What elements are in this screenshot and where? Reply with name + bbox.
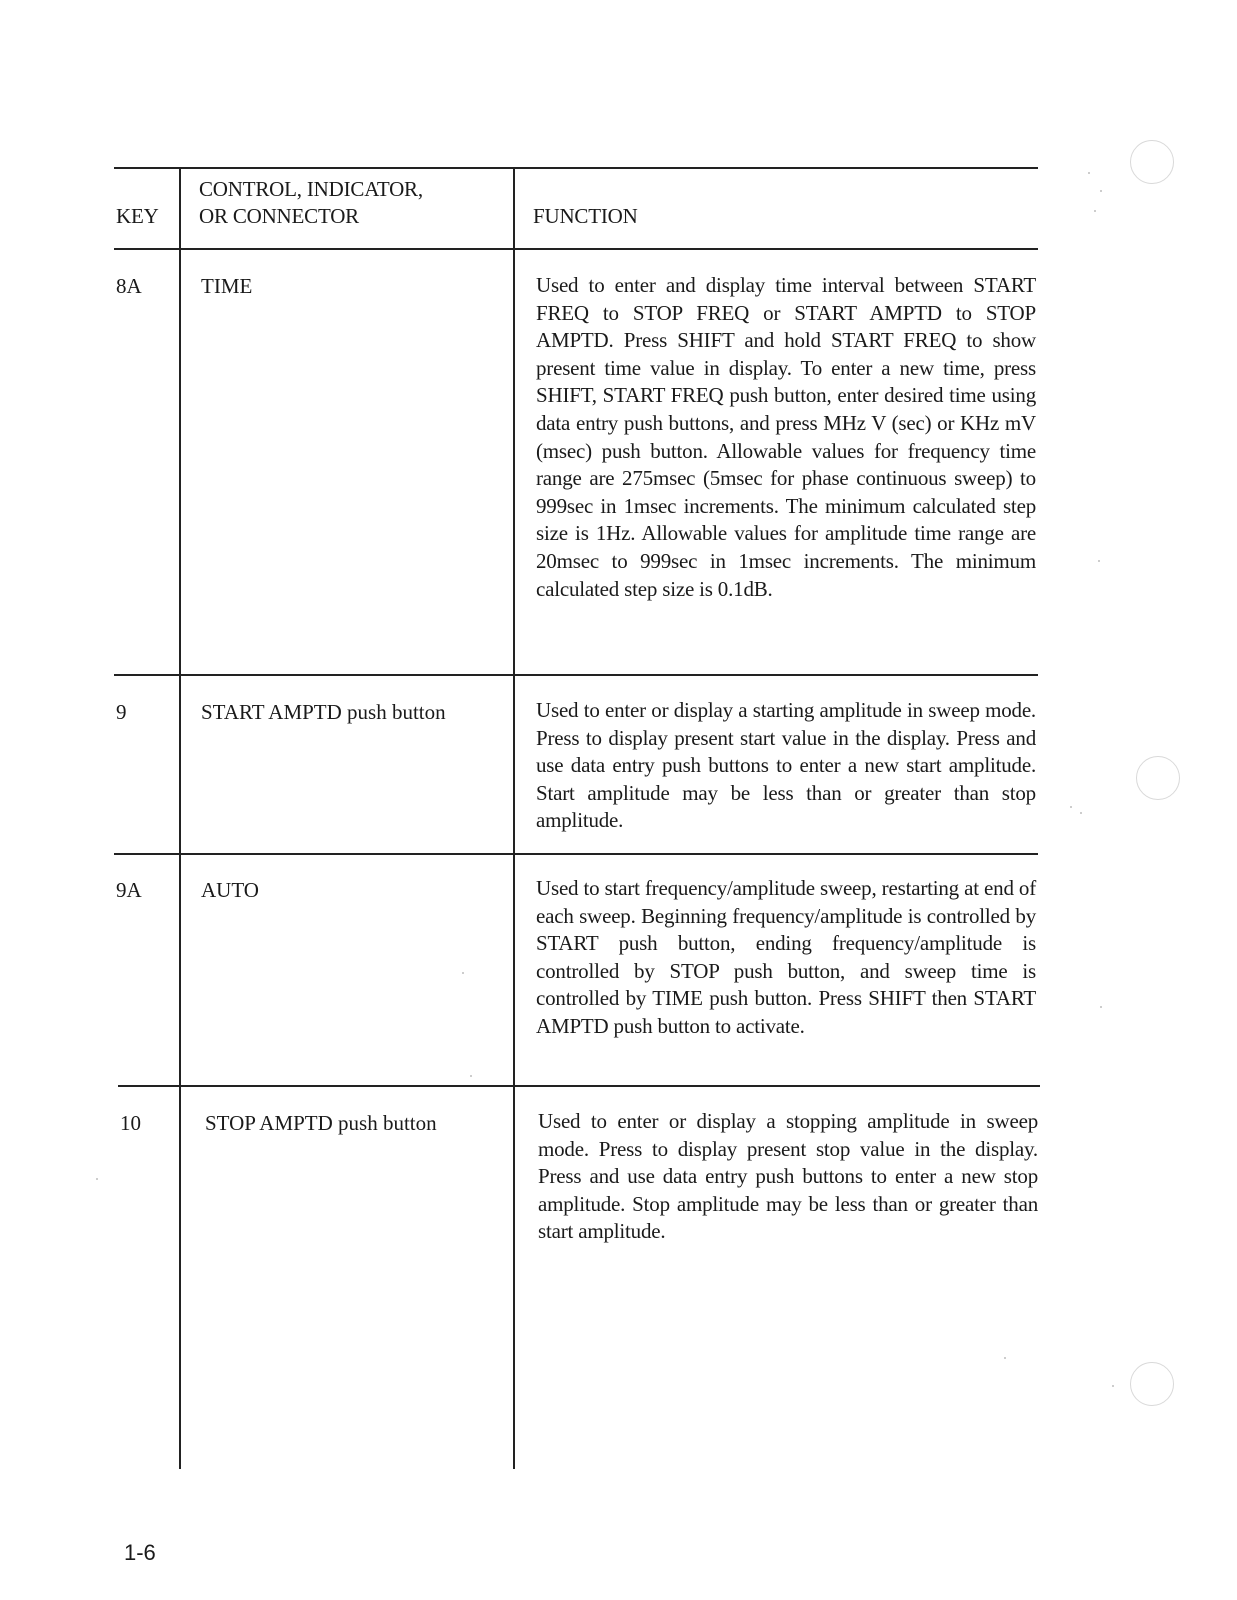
row-key: 9A: [116, 878, 142, 902]
scan-speck: [1070, 806, 1072, 808]
row-function: Used to enter or display a stopping amplitude in sweep mode. Press to display present stop value in the display. Press and use data entry push buttons to enter a new stop amplitude. Stop amplitude may be less than or greater than start amplitude.: [538, 1109, 1038, 1244]
header-function: FUNCTION: [533, 204, 638, 228]
row-rule-1: [114, 674, 1038, 676]
scan-speck: [1100, 1006, 1102, 1008]
header-control-line1: CONTROL, INDICATOR,: [199, 177, 423, 201]
scan-speck: [470, 1075, 472, 1077]
row-rule-2: [114, 853, 1038, 855]
row-function: Used to enter and display time interval between START FREQ to STOP FREQ or START AMPTD to STOP AMPTD. Press SHIFT and hold START FREQ to show present time value in display. To enter a new time, press SHIFT, START FREQ push button, enter desired time using data entry push buttons, and press MHz V (sec) or KHz mV (msec) push button. Allowable values for frequency time range are 275msec (5msec for phase continuous sweep) to 999sec in 1msec increments. The minimum calculated step size is 1Hz. Allowable values for amplitude time range are 20msec to 999sec in 1msec increments. The minimum calculated step size is 0.1dB.: [536, 273, 1036, 601]
column-divider-1: [179, 167, 181, 1469]
row-function: Used to start frequency/amplitude sweep, restarting at end of each sweep. Beginning frequency/amplitude is controlled by START push button, ending frequency/amplitude is controlled by STOP push button, and sweep time is controlled by TIME push button. Press SHIFT then START AMPTD push button to activate.: [536, 876, 1036, 1038]
row-key: 10: [120, 1111, 141, 1135]
scan-speck: [462, 972, 464, 974]
scan-speck: [1098, 560, 1100, 562]
punch-hole-mark: [1130, 140, 1174, 184]
row-key: 8A: [116, 274, 142, 298]
punch-hole-mark: [1130, 1362, 1174, 1406]
row-control: AUTO: [201, 878, 259, 902]
scan-speck: [96, 1178, 98, 1180]
column-divider-2: [513, 167, 515, 1469]
row-control: START AMPTD push button: [201, 700, 446, 724]
row-control: STOP AMPTD push button: [205, 1111, 437, 1135]
header-control-line2: OR CONNECTOR: [199, 204, 359, 228]
row-rule-3: [118, 1085, 1040, 1087]
page-number: 1-6: [124, 1540, 156, 1565]
row-function: Used to enter or display a starting amplitude in sweep mode. Press to display present start value in the display. Press and use data entry push buttons to enter a new start amplitude. Start amplitude may be less than or greater than stop amplitude.: [536, 698, 1036, 833]
scan-speck: [1080, 812, 1082, 814]
scan-speck: [1004, 1357, 1006, 1359]
scan-speck: [1112, 1385, 1114, 1387]
row-key: 9: [116, 700, 127, 724]
row-control: TIME: [201, 274, 253, 298]
scan-speck: [1100, 190, 1102, 192]
punch-hole-mark: [1136, 756, 1180, 800]
scan-speck: [1088, 172, 1090, 174]
header-bottom-rule: [114, 248, 1038, 250]
table-top-rule: [114, 167, 1038, 169]
header-key: KEY: [116, 204, 159, 228]
scan-speck: [1094, 210, 1096, 212]
